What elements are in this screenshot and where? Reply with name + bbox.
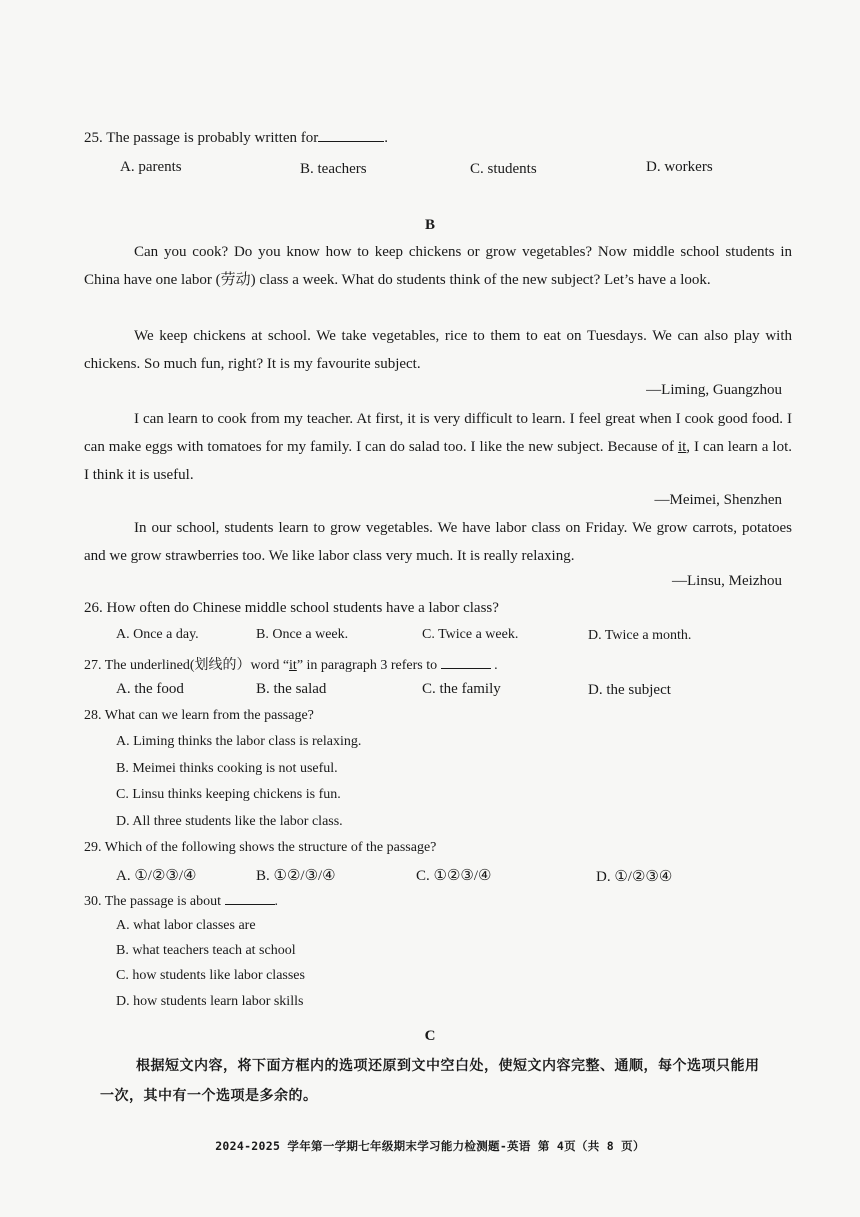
q30-option-a: A. what labor classes are: [116, 918, 256, 933]
signature-meimei: —Meimei, Shenzhen: [654, 492, 782, 508]
q27-option-c: C. the family: [422, 681, 501, 697]
passage-b-paragraph-3: I can learn to cook from my teacher. At first, it is very difficult to learn. I feel great when I cook good food. I can make eggs with tomatoes for my family. I can do salad too. I like the new subject. Because of it, I can learn a lot. I think it is useful.: [84, 411, 792, 483]
q25-option-d: D. workers: [646, 159, 713, 175]
q25-option-c: C. students: [470, 161, 537, 177]
q29-option-b: B. ①②/③/④: [256, 868, 336, 884]
passage-b-paragraph-1: Can you cook? Do you know how to keep chickens or grow vegetables? Now middle school students in China have one labor (劳动) class a week. What do students think of the new subject? Let’s have a look.: [84, 244, 792, 288]
signature-linsu: —Linsu, Meizhou: [672, 573, 782, 589]
q27-option-b: B. the salad: [256, 681, 327, 697]
q28-option-a: A. Liming thinks the labor class is relaxing.: [116, 734, 362, 749]
q27-option-d: D. the subject: [588, 682, 671, 698]
q28-option-b: B. Meimei thinks cooking is not useful.: [116, 761, 338, 776]
q26-option-c: C. Twice a week.: [422, 627, 519, 642]
underlined-word-it: it: [677, 439, 687, 455]
q27-option-a: A. the food: [116, 681, 184, 697]
answer-blank: [318, 129, 384, 142]
passage-b-paragraph-4: In our school, students learn to grow vegetables. We have labor class on Friday. We grow carrots, potatoes and we grow strawberries too. We like labor class very much. It is really relaxing.: [84, 520, 792, 564]
section-c-instruction: 根据短文内容，将下面方框内的选项还原到文中空白处，使短文内容完整、通顺，每个选项只能用一次，其中有一个选项是多余的。: [100, 1058, 760, 1104]
question-25-stem: 25. The passage is probably written for .: [84, 130, 389, 146]
question-28-stem: 28. What can we learn from the passage?: [84, 708, 314, 723]
q25-option-a: A. parents: [120, 159, 182, 175]
q26-option-d: D. Twice a month.: [588, 628, 692, 643]
q26-option-a: A. Once a day.: [116, 627, 199, 642]
question-30-stem: 30. The passage is about .: [84, 894, 278, 909]
answer-blank: [441, 656, 491, 669]
question-29-stem: 29. Which of the following shows the structure of the passage?: [84, 840, 437, 855]
section-b-heading: B: [424, 217, 435, 233]
q25-option-b: B. teachers: [300, 161, 367, 177]
q29-option-d: D. ①/②③④: [596, 869, 673, 885]
q29-option-a: A. ①/②③/④: [116, 868, 197, 884]
page-footer: 2024-2025 学年第一学期七年级期末学习能力检测题-英语 第 4页（共 8 页）: [215, 1139, 645, 1153]
section-c-heading: C: [424, 1028, 436, 1044]
q26-option-b: B. Once a week.: [256, 627, 349, 642]
q30-option-d: D. how students learn labor skills: [116, 994, 304, 1009]
q28-option-d: D. All three students like the labor class.: [116, 814, 343, 829]
q30-option-c: C. how students like labor classes: [116, 968, 305, 983]
question-27-stem: 27. The underlined(划线的）word “it” in paragraph 3 refers to .: [84, 658, 498, 673]
answer-blank: [225, 892, 275, 905]
q29-option-c: C. ①②③/④: [416, 868, 492, 884]
q30-option-b: B. what teachers teach at school: [116, 943, 296, 958]
passage-b-paragraph-2: We keep chickens at school. We take vegetables, rice to them to eat on Tuesdays. We can also play with chickens. So much fun, right? It is my favourite subject.: [84, 328, 792, 372]
question-26-stem: 26. How often do Chinese middle school students have a labor class?: [84, 600, 499, 616]
signature-liming: —Liming, Guangzhou: [646, 382, 782, 398]
q28-option-c: C. Linsu thinks keeping chickens is fun.: [116, 787, 341, 802]
